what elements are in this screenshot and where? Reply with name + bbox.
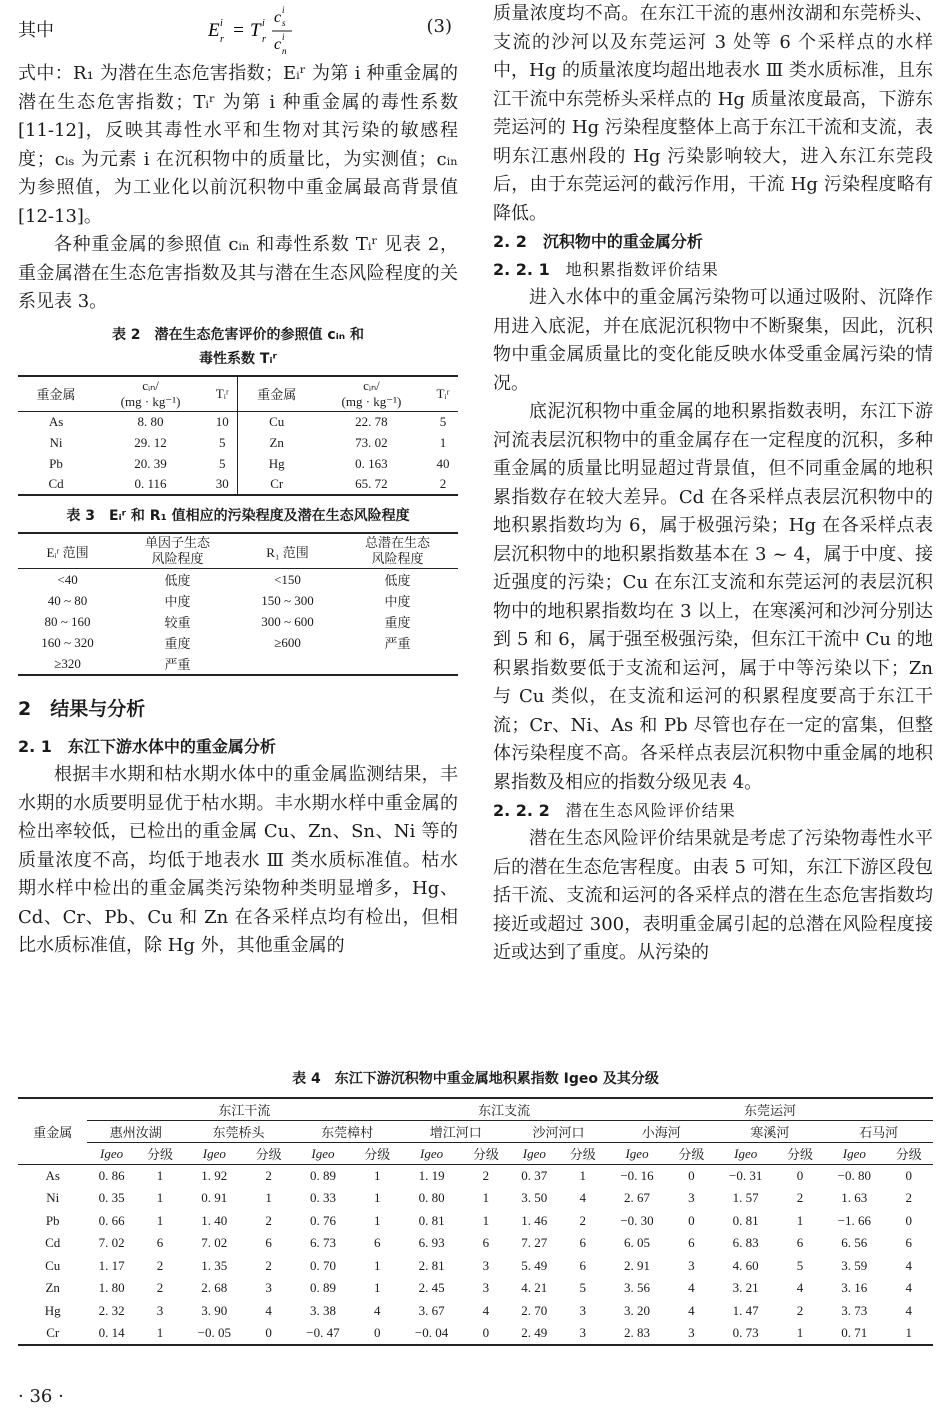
table2-header: cᵢₙ/ (mg · kg⁻¹) xyxy=(341,377,402,409)
table4-cell: 6 xyxy=(265,1235,272,1251)
table4-cell: 2 xyxy=(905,1190,912,1206)
table3-cell: 300 ~ 600 xyxy=(261,613,314,629)
table4-cell: 0 xyxy=(374,1324,381,1340)
table4-cell: 1. 19 xyxy=(418,1168,445,1183)
table4-cell: 6. 93 xyxy=(418,1235,445,1251)
table4-cell: 2 xyxy=(265,1168,272,1183)
table4-metal: Zn xyxy=(45,1280,60,1296)
table2-row xyxy=(18,474,458,495)
svg-text:r: r xyxy=(262,34,266,45)
table4-cell: 5 xyxy=(579,1280,586,1296)
table4-cell: 1. 63 xyxy=(841,1190,868,1206)
table4-cell: 5 xyxy=(796,1257,804,1273)
table4-cell: 1. 47 xyxy=(732,1302,759,1318)
table4-cell: 2. 81 xyxy=(418,1257,445,1273)
table4-group: 东莞运河 xyxy=(607,1098,933,1121)
reference-paragraph: 各种重金属的参照值 cᵢₙ 和毒性系数 Tᵢʳ 见表 2，重金属潜在生态危害指数及其与潜在生态风险程度的关系见表 3。 xyxy=(18,234,458,312)
table4-cell: −0. 80 xyxy=(837,1168,871,1183)
table2-cell: 20. 39 xyxy=(134,455,167,471)
table4-site: 东莞桥头 xyxy=(212,1125,265,1140)
table-row xyxy=(18,1187,933,1210)
table2-caption-line2: 毒性系数 Tᵢʳ xyxy=(199,350,277,367)
section-2-2-1-heading xyxy=(493,256,933,284)
table3-header-row xyxy=(18,533,458,569)
table4-cell: 4 xyxy=(905,1257,912,1273)
table4-cell: −0. 04 xyxy=(414,1324,449,1340)
table4-cell: 3. 56 xyxy=(624,1280,651,1296)
table2-cell: Zn xyxy=(238,432,315,453)
table4-cell: 0. 33 xyxy=(309,1190,336,1206)
table-row xyxy=(18,1210,933,1233)
page-number: · 36 · xyxy=(18,1386,64,1407)
table4-row-header: 重金属 xyxy=(18,1098,87,1165)
table4-cell: 2. 67 xyxy=(624,1190,651,1206)
table3-cell: 重度 xyxy=(384,615,411,630)
table4-site: 惠州汝湖 xyxy=(109,1125,162,1140)
table4-igeo-header: Igeo xyxy=(734,1145,758,1161)
table3-row xyxy=(18,632,458,653)
table4-cell: 0. 89 xyxy=(309,1280,336,1296)
section-2-2-1-para2: 底泥沉积物中重金属的地积累指数表明，东江下游河流表层沉积物中的重金属存在一定程度的沉积，多种重金属的质量比明显超过背景值，但不同重金属的地积累指数存在较大差异。Cd 在各采样点表层沉积物中的地积累指数均为 6，属于极强污染；Hg 在各采样点表层沉积物中的地积累指数基本在 3 ~ 4，属于中度、接近强度的污染；Cu 在东江支流和东莞运河的表层沉积物中的地积累指数均在 3 以上，在寒溪河和沙河分别达到 5 和 6，属于强至极强污染，但东江干流中 Cu 的地积累指数要低于支流和运河，属于中等污染以下；Zn 与 Cu 类似，在支流和运河的积累程度要高于东江干流；Cr、Ni、As 和 Pb 尽管也存在一定的富集，但整体污染程度不高。各采样点表层沉积物中重金属的地积累指数及相应的指数分级见表 4。 xyxy=(493,401,933,793)
table4-cell: 1 xyxy=(374,1280,381,1296)
formula-svg xyxy=(208,4,318,60)
table4-cell: 2 xyxy=(265,1212,272,1228)
table4-cell: 6 xyxy=(905,1235,912,1251)
section-2-2-1-para1: 进入水体中的重金属污染物可以通过吸附、沉降作用进入底泥，并在底泥沉积物中不断聚集，因此，沉积物中重金属质量比的变化能反映水体受重金属污染的情况。 xyxy=(493,287,933,394)
table4-cell: 2 xyxy=(796,1190,804,1206)
table4-cell: 0 xyxy=(482,1324,490,1340)
table4-grade-header: 分级 xyxy=(146,1147,173,1162)
table4-cell: 2. 32 xyxy=(98,1302,125,1318)
table4-cell: 4 xyxy=(579,1190,586,1206)
table4-cell: −0. 31 xyxy=(728,1168,763,1183)
table4-cell: 3. 38 xyxy=(309,1302,336,1318)
table4-cell: 0. 76 xyxy=(309,1212,336,1228)
table2-cell: 8. 80 xyxy=(137,413,164,429)
table4-igeo-header: Igeo xyxy=(625,1145,649,1161)
table3-row xyxy=(18,590,458,611)
table4-cell: 0 xyxy=(905,1168,912,1183)
table-row xyxy=(18,1322,933,1345)
table4-cell: 3 xyxy=(688,1257,695,1273)
table2-cell: 2 xyxy=(439,476,447,491)
table2-cell: 5 xyxy=(219,455,226,471)
table4-cell: 1. 17 xyxy=(98,1257,125,1273)
table4-cell: −0. 16 xyxy=(620,1168,654,1183)
table2-header: Tᵢʳ xyxy=(215,385,229,401)
table3-cell: 较重 xyxy=(164,615,191,630)
table4-cell: 3 xyxy=(688,1190,695,1206)
table4-cell: 1 xyxy=(796,1212,804,1228)
table3-cell: 中度 xyxy=(384,594,411,609)
table4-cell: 1 xyxy=(374,1168,381,1183)
table4-cell: 4 xyxy=(905,1302,912,1318)
table4-cell: 1. 92 xyxy=(201,1168,228,1183)
table4-grade-header: 分级 xyxy=(255,1147,282,1162)
table4-cell: 3 xyxy=(265,1280,272,1296)
table4-cell: 1 xyxy=(482,1212,490,1228)
table4-cell: 6 xyxy=(482,1235,490,1251)
svg-text:i: i xyxy=(220,18,223,29)
table4-cell: 1 xyxy=(374,1212,381,1228)
table4-cell: 3. 50 xyxy=(521,1190,548,1206)
svg-text:E: E xyxy=(208,20,220,41)
table2-row xyxy=(18,432,458,453)
table3-cell: 80 ~ 160 xyxy=(44,613,91,629)
table2-cell: Ni xyxy=(49,434,63,450)
table3-cell: 160 ~ 320 xyxy=(41,634,94,650)
table4-cell: 0. 14 xyxy=(98,1324,125,1340)
table4-cell: 3 xyxy=(156,1302,164,1318)
table4-cell: 4 xyxy=(905,1280,912,1296)
table4-site: 增江河口 xyxy=(429,1125,482,1140)
section-2-2-1-number: 2. 2. 1 xyxy=(493,260,550,279)
table3-cell: 严重 xyxy=(164,657,191,672)
table3-header: 单因子生态 风险程度 xyxy=(145,535,211,566)
table3-row xyxy=(18,569,458,591)
section-2-1-heading: 2. 1 东江下游水体中的重金属分析 xyxy=(18,737,276,756)
table3-row xyxy=(18,653,458,675)
table4-cell: 6 xyxy=(156,1235,164,1251)
table4-cell: 0 xyxy=(796,1168,804,1183)
table2-header-row xyxy=(18,376,458,412)
table4-cell: 3 xyxy=(579,1302,586,1318)
table4-cell: 1 xyxy=(156,1324,164,1340)
table2-cell: 73. 02 xyxy=(355,434,388,450)
table2-cell: 30 xyxy=(215,476,229,491)
table4-site: 石马河 xyxy=(859,1125,899,1140)
table4-metal: Pb xyxy=(45,1212,60,1228)
table4-cell: 0. 80 xyxy=(418,1190,445,1206)
table3-cell xyxy=(337,653,458,675)
table4-cell: 2 xyxy=(796,1302,804,1318)
table4-cell: 0. 73 xyxy=(732,1324,759,1340)
table4-group: 东江支流 xyxy=(401,1098,606,1121)
table-row xyxy=(18,1300,933,1323)
table4-metal: Cr xyxy=(46,1324,60,1340)
table4-cell: 3 xyxy=(688,1324,695,1340)
table4-cell: 3. 16 xyxy=(841,1280,868,1296)
table4-cell: 6 xyxy=(688,1235,695,1251)
right-column xyxy=(493,0,933,968)
section-2-2-2-heading xyxy=(493,797,933,825)
table4-igeo-header: Igeo xyxy=(311,1145,335,1161)
table4-cell: 1 xyxy=(796,1324,804,1340)
table4-cell: 0. 37 xyxy=(521,1168,548,1183)
table4-cell: 3. 90 xyxy=(201,1302,228,1318)
table4-cell: 3. 59 xyxy=(841,1257,868,1273)
table4-cell: 1 xyxy=(265,1190,272,1206)
table2-cell: 22. 78 xyxy=(355,413,388,429)
table4-cell: 0. 89 xyxy=(309,1168,336,1183)
table4-site-row xyxy=(18,1121,933,1143)
svg-text:i: i xyxy=(262,18,265,29)
table4-cell: 6 xyxy=(374,1235,381,1251)
table4-cell: 1 xyxy=(905,1324,912,1340)
table4-cell: 0. 71 xyxy=(841,1324,868,1340)
table4-grade-header: 分级 xyxy=(786,1147,813,1162)
table2-cell: 10 xyxy=(215,413,229,429)
table4-cell: 2 xyxy=(156,1280,164,1296)
table3-cell: ≥600 xyxy=(274,634,301,650)
table2-header: Tᵢʳ xyxy=(436,385,450,401)
table2-cell: Pb xyxy=(49,455,63,471)
table4-sub-row xyxy=(18,1143,933,1165)
svg-text:c: c xyxy=(274,36,282,53)
table2-cell: 1 xyxy=(439,434,447,450)
table2-cell: 40 xyxy=(436,455,450,471)
table4-cell: 4 xyxy=(688,1302,695,1318)
table4-cell: 1 xyxy=(482,1190,490,1206)
table2-cell: Cd xyxy=(48,476,64,491)
table4-cell: 0. 81 xyxy=(732,1212,759,1228)
table4-cell: 4 xyxy=(688,1280,695,1296)
table4-cell: 2. 91 xyxy=(624,1257,651,1273)
table4-cell: −0. 47 xyxy=(306,1324,340,1340)
table4 xyxy=(18,1097,933,1346)
table2-cell: 0. 163 xyxy=(355,455,388,471)
table4-metal: Cd xyxy=(45,1235,61,1251)
table3-cell: ≥320 xyxy=(54,655,81,671)
table3-row xyxy=(18,611,458,632)
svg-text:=: = xyxy=(232,20,245,41)
table4-cell: 0. 35 xyxy=(98,1190,125,1206)
table4-cell: 4 xyxy=(374,1302,381,1318)
table3-cell: 40 ~ 80 xyxy=(47,592,88,608)
table4-cell: 0. 70 xyxy=(309,1257,336,1273)
table4-cell: 1 xyxy=(374,1190,381,1206)
table4-cell: 3. 73 xyxy=(841,1302,868,1318)
svg-text:r: r xyxy=(220,34,224,45)
table4-cell: 7. 27 xyxy=(521,1235,548,1251)
section-2-1-text: 根据丰水期和枯水期水体中的重金属监测结果，丰水期的水质要明显优于枯水期。丰水期水样中重金属的检出率较低，已检出的重金属 Cu、Zn、Sn、Ni 等的质量浓度不高，均低于地表水 Ⅲ 类水质标准值。枯水期水样中检出的重金属类污染物种类明显增多，Hg、Cd、Cr、Pb、Cu 和 Zn 在各采样点均有检出，但相比水质标准值，除 Hg 外，其他重金属的 xyxy=(18,764,458,956)
section-2-2-1-title: 地积累指数评价结果 xyxy=(565,260,719,279)
table4-site: 小海河 xyxy=(641,1125,681,1140)
table4-metal: Hg xyxy=(44,1302,61,1318)
table4-cell: 4. 21 xyxy=(521,1280,548,1296)
left-column xyxy=(18,0,458,961)
table4-cell: 0 xyxy=(265,1324,272,1340)
table4-cell: 6. 83 xyxy=(732,1235,759,1251)
table4-grade-header: 分级 xyxy=(569,1147,596,1162)
table4-cell: 6. 73 xyxy=(309,1235,336,1251)
table3 xyxy=(18,532,458,676)
table2-cell: Cu xyxy=(238,411,315,432)
table2-cell: Cr xyxy=(238,474,315,495)
table2-cell: Hg xyxy=(238,453,315,474)
svg-text:n: n xyxy=(282,46,287,56)
table4-group-row xyxy=(18,1098,933,1121)
equation-formula xyxy=(208,4,318,65)
table4-cell: 6 xyxy=(579,1257,586,1273)
table4-cell: 1. 46 xyxy=(521,1212,548,1228)
table4-cell: 2 xyxy=(579,1212,586,1228)
table-row xyxy=(18,1255,933,1278)
equation-3 xyxy=(18,0,458,60)
table4-cell: 1. 80 xyxy=(98,1280,125,1296)
table4-group: 东江干流 xyxy=(87,1098,401,1121)
table4-cell: 0. 91 xyxy=(201,1190,228,1206)
table4-cell: −1. 66 xyxy=(837,1212,871,1228)
table2-cell: 0. 116 xyxy=(134,476,167,491)
table4-cell: 0. 66 xyxy=(98,1212,125,1228)
table2-caption-line1: 表 2 潜在生态危害评价的参照值 cᵢₙ 和 xyxy=(111,326,365,343)
table3-cell: 中度 xyxy=(164,594,191,609)
table4-cell: 0 xyxy=(688,1168,695,1183)
svg-text:i: i xyxy=(282,32,285,42)
table4-cell: 3 xyxy=(482,1280,490,1296)
table4-cell: 6 xyxy=(796,1235,804,1251)
table4-cell: 4 xyxy=(265,1302,272,1318)
table4-cell: 3 xyxy=(482,1257,490,1273)
svg-text:c: c xyxy=(274,9,282,26)
table2-cell: 29. 12 xyxy=(134,434,167,450)
table3-caption: 表 3 Eᵢʳ 和 R₁ 值相应的污染程度及潜在生态风险程度 xyxy=(66,508,410,524)
table4-cell: 4. 60 xyxy=(732,1257,759,1273)
table-row xyxy=(18,1165,933,1188)
table3-cell: 严重 xyxy=(384,636,411,651)
table4-cell: 2. 45 xyxy=(418,1280,445,1296)
table2-cell: 65. 72 xyxy=(355,476,388,491)
table4-cell: 6. 56 xyxy=(841,1235,868,1251)
table4-grade-header: 分级 xyxy=(472,1147,499,1162)
table4-site: 东莞樟村 xyxy=(321,1125,374,1140)
table4-cell: 2. 83 xyxy=(624,1324,651,1340)
table4-cell: −0. 30 xyxy=(620,1212,654,1228)
table4-cell: 2. 68 xyxy=(201,1280,228,1296)
table4-cell: 3. 20 xyxy=(624,1302,651,1318)
table4-grade-header: 分级 xyxy=(895,1147,922,1162)
table4-site: 寒溪河 xyxy=(750,1125,790,1140)
table4-cell: 0 xyxy=(905,1212,912,1228)
table3-cell: 150 ~ 300 xyxy=(261,592,314,608)
table4-cell: 7. 02 xyxy=(98,1235,125,1251)
table4-cell: 1 xyxy=(156,1190,164,1206)
table4-metal: As xyxy=(45,1168,60,1183)
table3-header: R₁ 范围 xyxy=(266,544,309,560)
table2 xyxy=(18,375,458,497)
table4-igeo-header: Igeo xyxy=(522,1145,546,1161)
table2-row xyxy=(18,453,458,474)
table4-cell: 2. 70 xyxy=(521,1302,548,1318)
table2-cell: As xyxy=(48,413,64,429)
table4-cell: 0. 86 xyxy=(98,1168,125,1183)
table4-cell: 1. 35 xyxy=(201,1257,228,1273)
table4-cell: 0 xyxy=(688,1212,695,1228)
section-2-2-2-number: 2. 2. 2 xyxy=(493,801,550,820)
table4-cell: 3. 21 xyxy=(732,1280,759,1296)
table3-cell: <40 xyxy=(57,571,78,587)
table4-cell: 1 xyxy=(374,1257,381,1273)
table2-row xyxy=(18,411,458,432)
table4-grade-header: 分级 xyxy=(364,1147,391,1162)
table4-metal: Cu xyxy=(45,1257,61,1273)
table4-cell: 2 xyxy=(156,1257,164,1273)
table4-igeo-header: Igeo xyxy=(420,1145,444,1161)
table4-igeo-header: Igeo xyxy=(100,1145,124,1161)
table3-cell: 重度 xyxy=(164,636,191,651)
table4-grade-header: 分级 xyxy=(678,1147,705,1162)
table4-cell: −0. 05 xyxy=(197,1324,231,1340)
table4-metal: Ni xyxy=(46,1190,60,1206)
water-analysis-continued: 质量浓度均不高。在东江干流的惠州汝湖和东莞桥头、支流的沙河以及东莞运河 3 处等 6 个采样点的水样中，Hg 的质量浓度均超出地表水 Ⅲ 类水质标准，且东江干流中东莞桥头采样点的 Hg 质量浓度最高，下游东莞运河的 Hg 污染程度整体上高于东江干流和支流，表明东江惠州段的 Hg 污染影响较大，进入东江东莞段后，由于东莞运河的截污作用，干流 Hg 污染程度略有降低。 xyxy=(493,3,933,224)
formula-explanation: 式中：R₁ 为潜在生态危害指数；Eᵢʳ 为第 i 种重金属的潜在生态危害指数；Tᵢʳ 为第 i 种重金属的毒性系数[11-12]，反映其毒性水平和生物对其污染的敏感程度；cᵢₛ 为元素 i 在沉积物中的质量比，为实测值；cᵢₙ 为参照值，为工业化以前沉积物中重金属最高背景值[12-13]。 xyxy=(18,63,458,227)
table4-cell: 1 xyxy=(579,1168,586,1183)
table4-cell: 6. 05 xyxy=(624,1235,651,1251)
table3-cell: <150 xyxy=(274,571,301,587)
table4-cell: 1. 57 xyxy=(732,1190,759,1206)
section-2-2-2-title: 潜在生态风险评价结果 xyxy=(565,801,736,820)
table3-header: Eᵢʳ 范围 xyxy=(46,544,89,560)
table4-site: 沙河河口 xyxy=(532,1125,585,1140)
table2-header: cᵢₙ/ (mg · kg⁻¹) xyxy=(120,377,181,409)
table4-cell: 1 xyxy=(156,1212,164,1228)
table4-cell: 3. 67 xyxy=(418,1302,445,1318)
table2-cell: 5 xyxy=(439,413,447,429)
equation-number: (3) xyxy=(426,16,452,37)
table4-cell: 6 xyxy=(579,1235,586,1251)
table4-cell: 0. 81 xyxy=(418,1212,445,1228)
section-2-2-2-para1: 潜在生态风险评价结果就是考虑了污染物毒性水平后的潜在生态危害程度。由表 5 可知，东江下游区段包括干流、支流和运河的各采样点的潜在生态危害指数均接近或超过 300，表明重金属引起的总潜在风险程度接近或达到了重度。从污染的 xyxy=(493,828,933,963)
table4-igeo-header: Igeo xyxy=(842,1145,866,1161)
table2-cell: 5 xyxy=(219,434,226,450)
section-2-2-heading: 2. 2 沉积物中的重金属分析 xyxy=(493,232,703,251)
table4-cell: 4 xyxy=(796,1280,804,1296)
table4-cell: 2 xyxy=(482,1168,490,1183)
svg-text:T: T xyxy=(250,20,261,41)
svg-text:s: s xyxy=(282,18,286,28)
table4-cell: 7. 02 xyxy=(201,1235,228,1251)
table4-cell: 4 xyxy=(482,1302,490,1318)
table4-cell: 2 xyxy=(265,1257,272,1273)
table-row xyxy=(18,1277,933,1300)
table3-cell: 低度 xyxy=(164,573,191,588)
equation-label: 其中 xyxy=(18,20,54,41)
table4-igeo-header: Igeo xyxy=(202,1145,226,1161)
section-2-heading: 2 结果与分析 xyxy=(18,698,146,720)
table4-cell: 5. 49 xyxy=(521,1257,548,1273)
table4-caption: 表 4 东江下游沉积物中重金属地积累指数 Igeo 及其分级 xyxy=(292,1071,659,1087)
table4-cell: 1. 40 xyxy=(201,1212,228,1228)
table4-cell: 2. 49 xyxy=(521,1324,548,1340)
table4-cell: 3 xyxy=(579,1324,586,1340)
svg-text:i: i xyxy=(282,5,285,15)
table3-header: 总潜在生态 风险程度 xyxy=(365,535,431,566)
table2-header: 重金属 xyxy=(238,376,315,412)
table4-cell: 1 xyxy=(156,1168,164,1183)
table2-header: 重金属 xyxy=(36,387,76,402)
table3-cell xyxy=(238,653,337,675)
table-row xyxy=(18,1232,933,1255)
table4-block xyxy=(18,1067,933,1346)
table3-cell: 低度 xyxy=(384,573,411,588)
